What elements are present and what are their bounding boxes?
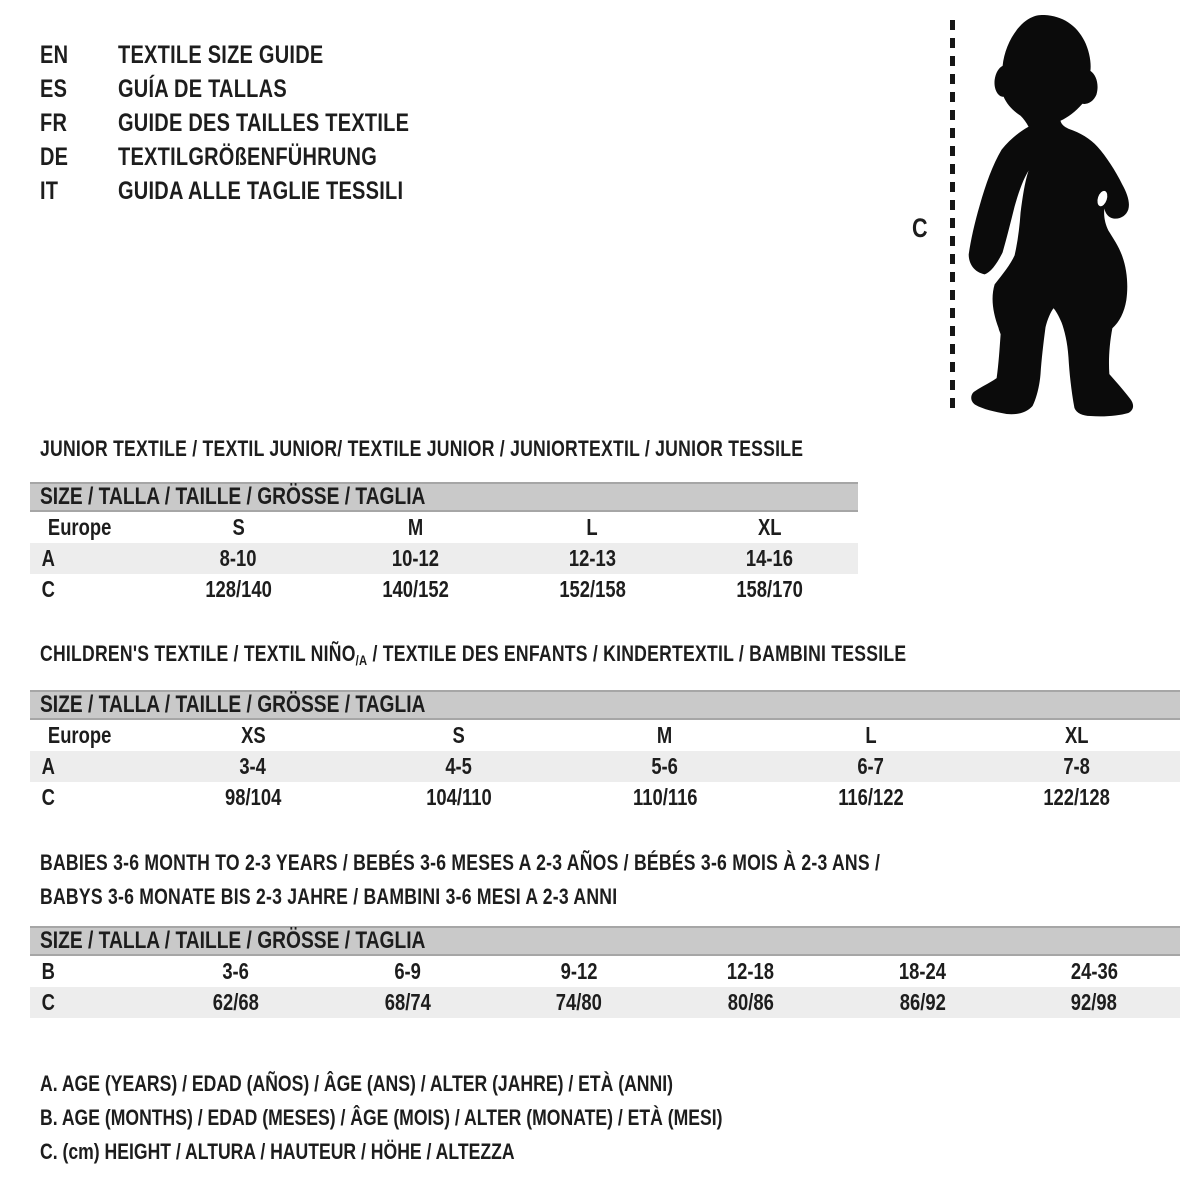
- value-cell: [974, 751, 1180, 782]
- language-title: GUIDE DES TAILLES TEXTILE: [118, 108, 410, 137]
- value-cell: [1008, 987, 1180, 1018]
- children-title-sub: /A: [355, 652, 368, 668]
- value-cell: [150, 956, 322, 987]
- children-section-title-text: [40, 641, 906, 668]
- value-cell: [681, 574, 858, 605]
- value-cell: [493, 956, 665, 987]
- language-title: TEXTILGRÖßENFÜHRUNG: [118, 142, 377, 171]
- row-label: A: [41, 545, 55, 571]
- size-value: XL: [757, 514, 782, 540]
- value-cell: [768, 782, 974, 813]
- size-cell: [150, 720, 356, 751]
- value-cell: [562, 751, 768, 782]
- value-cell: [150, 782, 356, 813]
- language-code: IT: [40, 176, 59, 205]
- language-code: DE: [40, 142, 69, 171]
- language-row-it: [40, 174, 482, 208]
- region-label: Europe: [47, 514, 112, 540]
- children-height-row: [30, 782, 1180, 813]
- language-row-fr: [40, 106, 482, 140]
- size-value: S: [452, 722, 466, 748]
- region-label: Europe: [47, 722, 112, 748]
- size-cell: [504, 512, 681, 543]
- babies-section-title-line1: [40, 850, 1090, 876]
- cell-value: 80/86: [727, 989, 774, 1015]
- language-row-de: [40, 140, 482, 174]
- junior-size-table: [30, 482, 858, 605]
- cell-value: 104/110: [426, 784, 492, 810]
- height-measure-dashed-line: [950, 20, 955, 416]
- cell-value: 9-12: [560, 958, 598, 984]
- size-value: L: [586, 514, 599, 540]
- babies-months-row: [30, 956, 1180, 987]
- value-cell: [356, 782, 562, 813]
- value-cell: [768, 751, 974, 782]
- value-cell: [837, 987, 1009, 1018]
- value-cell: [1008, 956, 1180, 987]
- children-title-pre: CHILDREN'S TEXTILE / TEXTIL NIÑO: [40, 641, 356, 666]
- babies-size-header-bar: [30, 926, 1180, 956]
- babies-title-line2-text: BABYS 3-6 MONATE BIS 2-3 JAHRE / BAMBINI 3-6 MESI A 2-3 ANNI: [40, 884, 618, 909]
- row-label-cell: [30, 543, 150, 574]
- junior-section-title: [40, 436, 994, 462]
- row-label-cell: [30, 720, 150, 751]
- size-value: S: [232, 514, 245, 540]
- junior-age-row: [30, 543, 858, 574]
- children-size-header-bar: [30, 690, 1180, 720]
- language-title-list: [40, 38, 482, 208]
- cell-value: 98/104: [224, 784, 282, 810]
- value-cell: [327, 543, 504, 574]
- cell-value: 86/92: [899, 989, 946, 1015]
- value-cell: [681, 543, 858, 574]
- value-cell: [504, 574, 681, 605]
- size-cell: [768, 720, 974, 751]
- language-row-es: [40, 72, 482, 106]
- value-cell: [322, 956, 494, 987]
- value-cell: [665, 956, 837, 987]
- row-label-cell: [30, 512, 150, 543]
- babies-title-line1-text: BABIES 3-6 MONTH TO 2-3 YEARS / BEBÉS 3-6 MESES A 2-3 AÑOS / BÉBÉS 3-6 MOIS À 2-3 ANS /: [40, 850, 881, 875]
- size-cell: [681, 512, 858, 543]
- cell-value: 12-18: [727, 958, 775, 984]
- children-age-row: [30, 751, 1180, 782]
- row-label-cell: [30, 987, 150, 1018]
- size-cell: [356, 720, 562, 751]
- legend-line-c: [40, 1139, 633, 1165]
- cell-value: 92/98: [1071, 989, 1118, 1015]
- junior-height-row: [30, 574, 858, 605]
- cell-value: 6-9: [394, 958, 421, 984]
- size-cell: [562, 720, 768, 751]
- size-cell: [150, 512, 327, 543]
- value-cell: [150, 987, 322, 1018]
- size-value: M: [407, 514, 424, 540]
- cell-value: 3-4: [239, 753, 267, 779]
- cell-value: 18-24: [898, 958, 947, 984]
- height-measure-label: [910, 213, 930, 244]
- cell-value: 152/158: [559, 576, 626, 602]
- language-code: EN: [40, 40, 69, 69]
- cell-value: 62/68: [212, 989, 259, 1015]
- junior-size-header-bar: [30, 482, 858, 512]
- row-label: C: [41, 576, 55, 602]
- size-header-text: SIZE / TALLA / TAILLE / GRÖSSE / TAGLIA: [40, 483, 426, 510]
- junior-section-title-text: JUNIOR TEXTILE / TEXTIL JUNIOR/ TEXTILE JUNIOR / JUNIORTEXTIL / JUNIOR TESSILE: [40, 436, 804, 461]
- babies-size-table: [30, 926, 1180, 1018]
- value-cell: [150, 751, 356, 782]
- size-cell: [327, 512, 504, 543]
- junior-region-row: [30, 512, 858, 543]
- row-label-cell: [30, 751, 150, 782]
- value-cell: [327, 574, 504, 605]
- cell-value: 12-13: [568, 545, 617, 571]
- row-label: C: [41, 989, 55, 1015]
- row-label: C: [41, 784, 55, 810]
- cell-value: 68/74: [384, 989, 431, 1015]
- size-value: M: [657, 722, 673, 748]
- legend-line-b: [40, 1105, 893, 1131]
- value-cell: [150, 543, 327, 574]
- value-cell: [665, 987, 837, 1018]
- row-label: A: [41, 753, 55, 779]
- value-cell: [322, 987, 494, 1018]
- size-value: L: [865, 722, 877, 748]
- children-size-table: [30, 690, 1180, 813]
- legend-c-text: C. (cm) HEIGHT / ALTURA / HAUTEUR / HÖHE / ALTEZZA: [40, 1139, 515, 1164]
- cell-value: 140/152: [382, 576, 449, 602]
- language-code: FR: [40, 108, 68, 137]
- size-header-text: SIZE / TALLA / TAILLE / GRÖSSE / TAGLIA: [40, 927, 426, 954]
- row-label-cell: [30, 956, 150, 987]
- legend-line-a: [40, 1071, 831, 1097]
- babies-height-row: [30, 987, 1180, 1018]
- height-measure-letter: C: [911, 213, 928, 243]
- cell-value: 116/122: [838, 784, 904, 810]
- cell-value: 128/140: [205, 576, 272, 602]
- language-title: GUÍA DE TALLAS: [118, 74, 287, 103]
- cell-value: 5-6: [651, 753, 679, 779]
- cell-value: 7-8: [1063, 753, 1091, 779]
- cell-value: 158/170: [736, 576, 803, 602]
- cell-value: 14-16: [745, 545, 794, 571]
- cell-value: 8-10: [220, 545, 257, 571]
- size-value: XS: [240, 722, 266, 748]
- size-value: XL: [1065, 722, 1089, 748]
- value-cell: [356, 751, 562, 782]
- size-header-text: SIZE / TALLA / TAILLE / GRÖSSE / TAGLIA: [40, 691, 426, 718]
- row-label-cell: [30, 574, 150, 605]
- language-title: TEXTILE SIZE GUIDE: [118, 40, 324, 69]
- cell-value: 122/128: [1043, 784, 1111, 810]
- value-cell: [150, 574, 327, 605]
- row-label-cell: [30, 782, 150, 813]
- value-cell: [562, 782, 768, 813]
- cell-value: 4-5: [445, 753, 473, 779]
- cell-value: 3-6: [222, 958, 250, 984]
- value-cell: [837, 956, 1009, 987]
- cell-value: 24-36: [1070, 958, 1118, 984]
- value-cell: [974, 782, 1180, 813]
- babies-section-title-line2: [40, 884, 762, 910]
- row-label: B: [41, 958, 55, 984]
- language-title: GUIDA ALLE TAGLIE TESSILI: [118, 176, 404, 205]
- cell-value: 10-12: [391, 545, 440, 571]
- size-cell: [974, 720, 1180, 751]
- toddler-silhouette: [962, 13, 1138, 417]
- cell-value: 110/116: [632, 784, 698, 810]
- children-section-title: [40, 641, 1123, 668]
- legend-a-text: A. AGE (YEARS) / EDAD (AÑOS) / ÂGE (ANS) / ALTER (JAHRE) / ETÀ (ANNI): [40, 1071, 673, 1096]
- language-row-en: [40, 38, 482, 72]
- legend-b-text: B. AGE (MONTHS) / EDAD (MESES) / ÂGE (MOIS) / ALTER (MONATE) / ETÀ (MESI): [40, 1105, 723, 1130]
- cell-value: 74/80: [556, 989, 603, 1015]
- children-title-post: / TEXTILE DES ENFANTS / KINDERTEXTIL / BAMBINI TESSILE: [367, 641, 907, 666]
- value-cell: [493, 987, 665, 1018]
- children-region-row: [30, 720, 1180, 751]
- value-cell: [504, 543, 681, 574]
- language-code: ES: [40, 74, 68, 103]
- cell-value: 6-7: [857, 753, 885, 779]
